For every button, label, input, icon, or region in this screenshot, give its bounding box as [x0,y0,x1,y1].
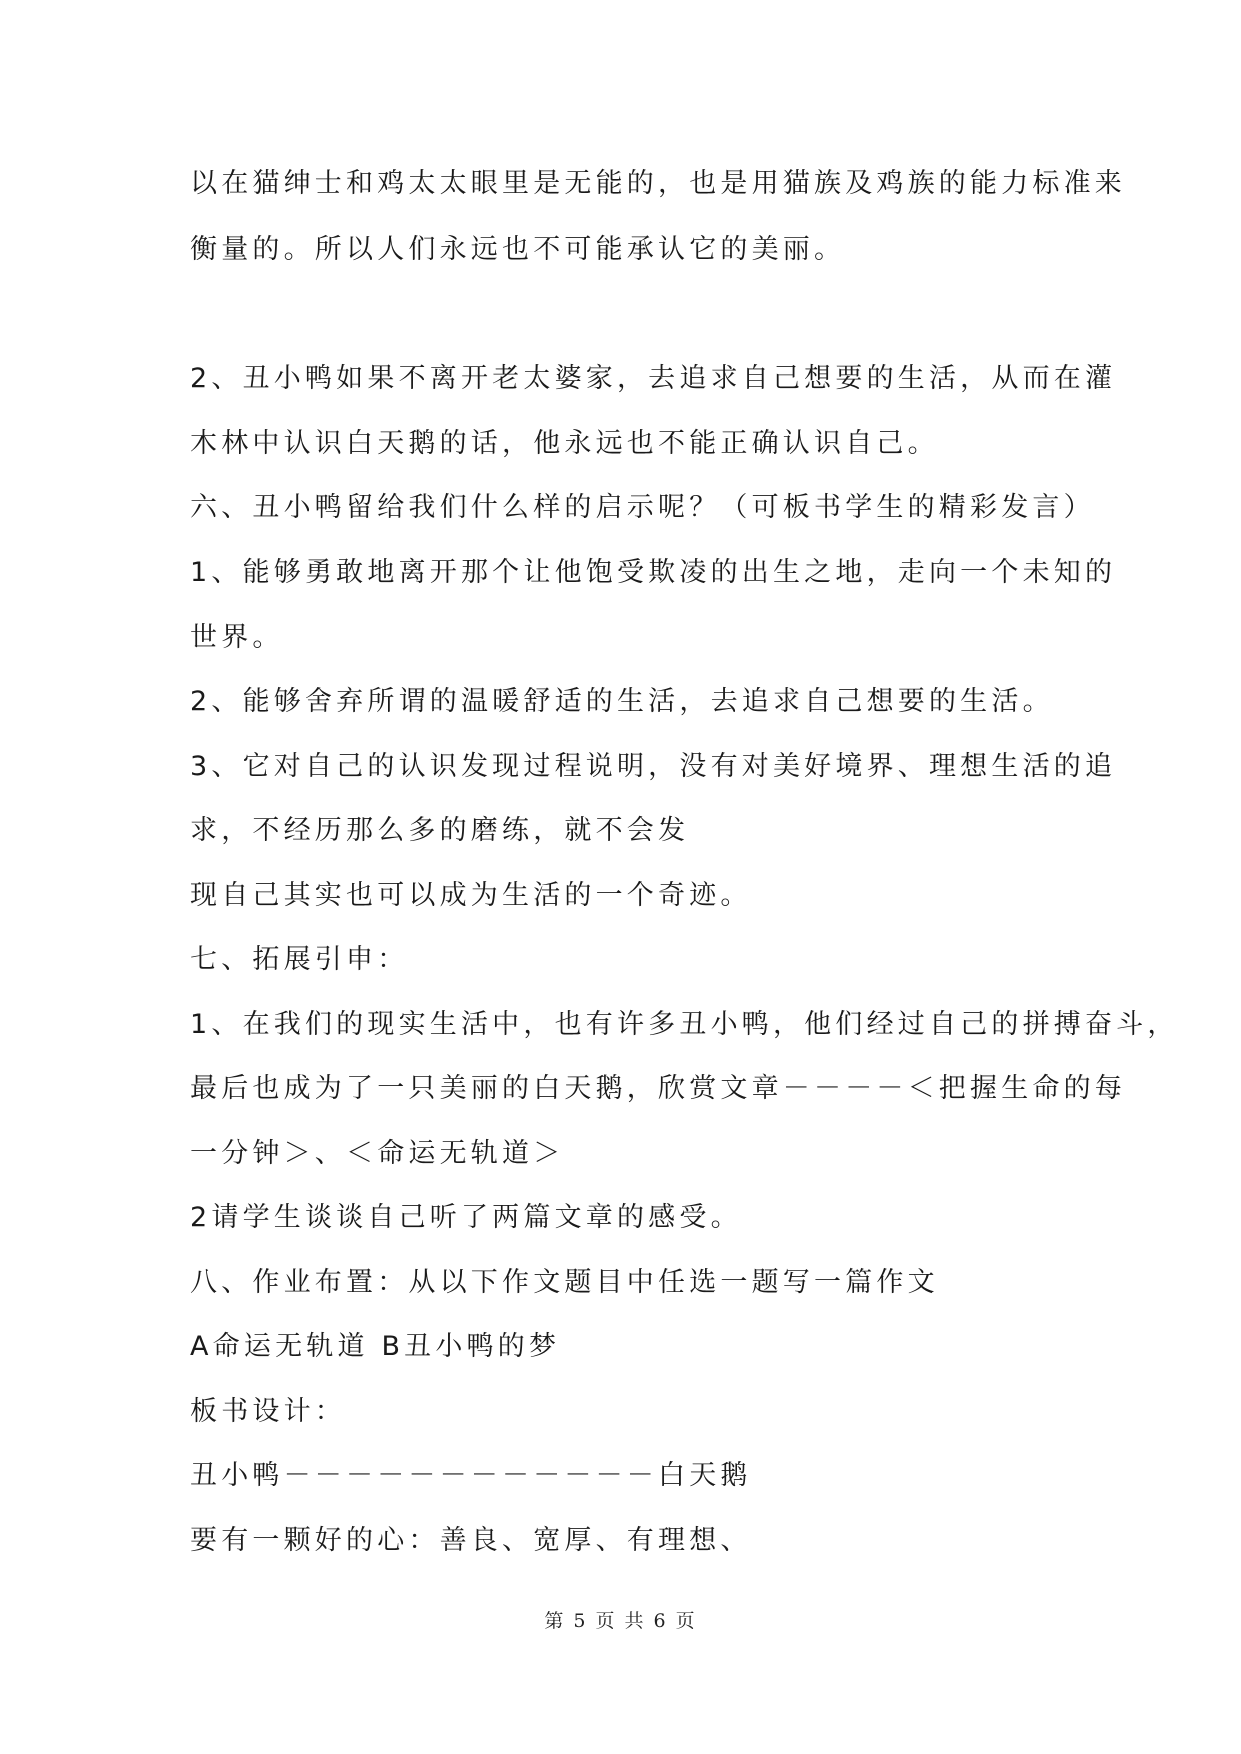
section-heading-7: 七、拓展引申： [190,944,409,975]
body-line-15: 一分钟＞、＜命运无轨道＞ [190,1138,565,1169]
body-line-18: A命运无轨道 B丑小鸭的梦 [190,1331,561,1362]
section-heading-6: 六、丑小鸭留给我们什么样的启示呢？（可板书学生的精彩发言） [190,492,1095,523]
body-line-16: 2请学生谈谈自己听了两篇文章的感受。 [190,1202,742,1233]
body-line-14: 最后也成为了一只美丽的白天鹅，欣赏文章－－－－＜把握生命的每 [190,1073,1126,1104]
body-line-10: 求，不经历那么多的磨练，就不会发 [190,815,690,846]
body-line-9: 3、它对自己的认识发现过程说明，没有对美好境界、理想生活的追 [190,751,1117,782]
body-line-11: 现自己其实也可以成为生活的一个奇迹。 [190,880,752,911]
body-line-4: 木林中认识白天鹅的话，他永远也不能正确认识自己。 [190,428,939,459]
page-number-footer: 第 5 页 共 6 页 [544,1610,697,1632]
body-line-7: 世界。 [190,622,284,653]
body-line-21: 要有一颗好的心：善良、宽厚、有理想、 [190,1525,752,1556]
body-line-1: 以在猫绅士和鸡太太眼里是无能的，也是用猫族及鸡族的能力标准来 [190,168,1126,199]
body-line-6: 1、能够勇敢地离开那个让他饱受欺凌的出生之地，走向一个未知的 [190,557,1117,588]
section-heading-8: 八、作业布置：从以下作文题目中任选一题写一篇作文 [190,1267,939,1298]
body-line-19: 板书设计： [190,1396,346,1427]
body-line-2: 衡量的。所以人们永远也不可能承认它的美丽。 [190,234,846,265]
body-line-20: 丑小鸭－－－－－－－－－－－－白天鹅 [190,1460,752,1491]
body-line-8: 2、能够舍弃所谓的温暖舒适的生活，去追求自己想要的生活。 [190,686,1054,717]
body-line-3: 2、丑小鸭如果不离开老太婆家，去追求自己想要的生活，从而在灌 [190,363,1117,394]
body-line-13: 1、在我们的现实生活中，也有许多丑小鸭，他们经过自己的拼搏奋斗， [190,1009,1179,1040]
